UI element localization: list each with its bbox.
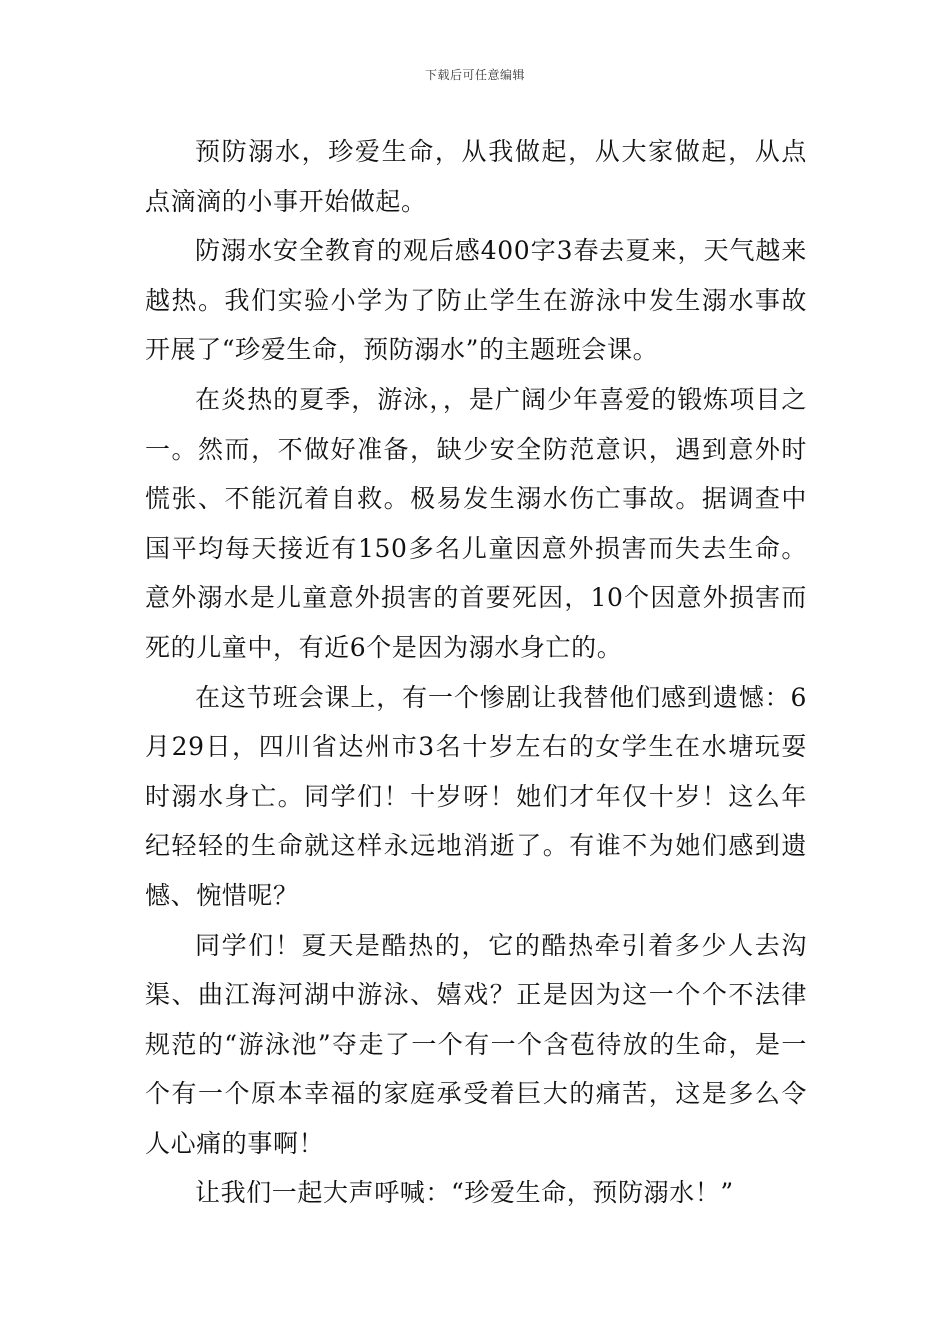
document-body (145, 127, 807, 1218)
paragraph-5: 同学们！夏天是酷热的，它的酷热牵引着多少人去沟渠、曲江海河湖中游泳、嬉戏？正是因为这一个个不法律规范的“游泳池”夺走了一个有一个含苞待放的生命，是一个有一个原本幸福的家庭承受着巨大的痛苦，这是多么令人心痛的事啊！ (145, 930, 807, 1158)
paragraph-3: 在炎热的夏季，游泳，，是广阔少年喜爱的锻炼项目之一。然而，不做好准备，缺少安全防范意识，遇到意外时慌张、不能沉着自救。极易发生溺水伤亡事故。据调查中国平均每天接近有150多名儿童因意外损害而失去生命。意外溺水是儿童意外损害的首要死因，10个因意外损害而死的儿童中，有近6个是因为溺水身亡的。 (145, 384, 807, 662)
paragraph-6: 让我们一起大声呼喊：“珍爱生命，预防溺水！” (195, 1178, 734, 1208)
paragraph-2: 防溺水安全教育的观后感400字3春去夏来，天气越来越热。我们实验小学为了防止学生在游泳中发生溺水事故开展了“珍爱生命，预防溺水”的主题班会课。 (145, 236, 807, 365)
paragraph-4: 在这节班会课上，有一个惨剧让我替他们感到遗憾：6月29日，四川省达州市3名十岁左右的女学生在水塘玩耍时溺水身亡。同学们！十岁呀！她们才年仅十岁！这么年纪轻轻的生命就这样永远地消逝了。有谁不为她们感到遗憾、惋惜呢？ (145, 682, 807, 910)
paragraph-1: 预防溺水，珍爱生命，从我做起，从大家做起，从点点滴滴的小事开始做起。 (145, 137, 807, 216)
page-header-note: 下载后可任意编辑 (424, 68, 525, 82)
